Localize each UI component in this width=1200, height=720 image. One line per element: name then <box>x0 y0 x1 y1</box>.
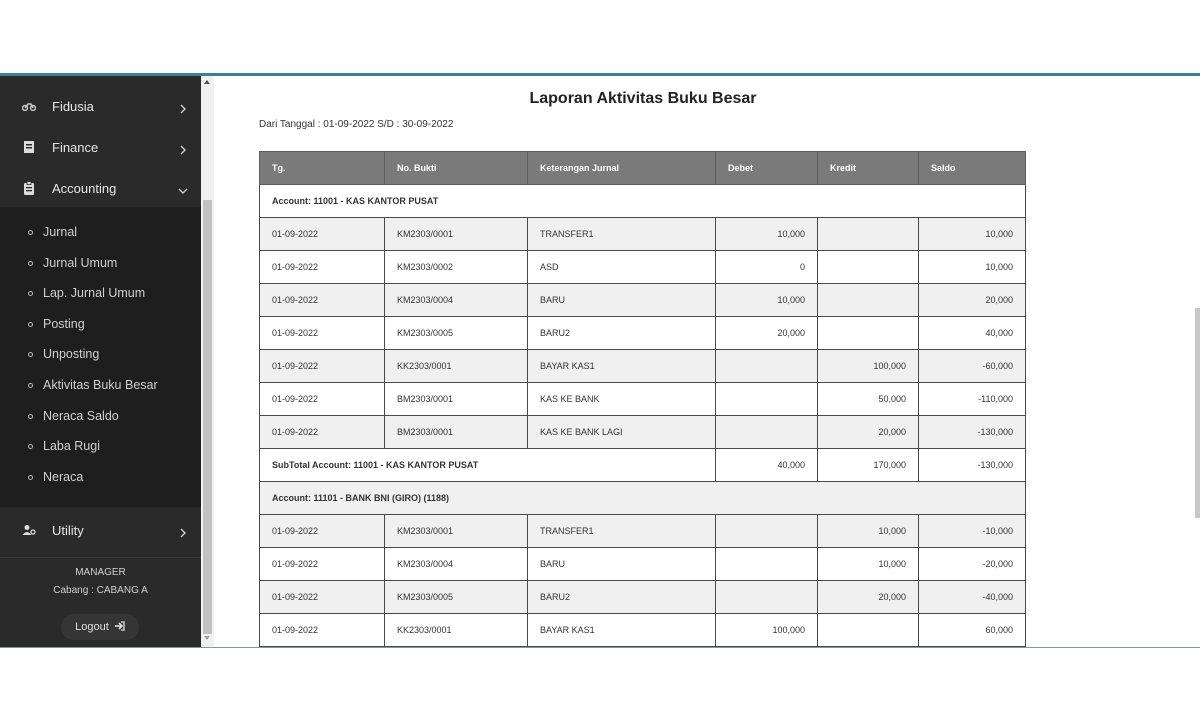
user-role: MANAGER <box>75 567 126 578</box>
voucher-cell: BM2303/0001 <box>385 416 528 449</box>
balance-cell: 40,000 <box>919 317 1026 350</box>
column-header: Keterangan Jurnal <box>528 152 716 185</box>
scroll-down-arrow-icon[interactable] <box>204 636 210 640</box>
page-scrollbar-thumb[interactable] <box>1195 308 1200 518</box>
subtotal-row <box>260 449 1026 482</box>
debit-cell: 100,000 <box>716 614 818 647</box>
sidebar-divider <box>0 557 201 558</box>
debit-cell <box>716 581 818 614</box>
sidebar-item-posting[interactable] <box>0 309 201 339</box>
voucher-cell: BM2303/0001 <box>385 383 528 416</box>
description-cell: BARU <box>528 284 716 317</box>
date-cell: 01-09-2022 <box>260 515 385 548</box>
date-cell: 01-09-2022 <box>260 416 385 449</box>
date-cell: 01-09-2022 <box>260 251 385 284</box>
table-row <box>260 416 1026 449</box>
sign-out-icon <box>114 621 125 634</box>
menu-item-finance[interactable] <box>0 127 201 167</box>
credit-cell: 100,000 <box>818 350 919 383</box>
top-accent-line <box>0 73 1200 76</box>
bottom-border-line <box>0 647 1200 648</box>
sidebar-scrollbar-thumb[interactable] <box>203 200 212 634</box>
credit-cell <box>818 284 919 317</box>
debit-cell: 10,000 <box>716 284 818 317</box>
table-header-row <box>260 152 1026 185</box>
logout-button[interactable] <box>61 614 139 640</box>
sidebar-item-label: Posting <box>43 317 85 331</box>
chevron-down-icon <box>178 183 188 193</box>
balance-cell: 10,000 <box>919 251 1026 284</box>
table-row <box>260 614 1026 647</box>
balance-cell: -20,000 <box>919 548 1026 581</box>
sidebar-item-neraca-saldo[interactable] <box>0 401 201 431</box>
sidebar-item-label: Laba Rugi <box>43 439 100 453</box>
table-row <box>260 515 1026 548</box>
credit-cell: 10,000 <box>818 515 919 548</box>
description-cell: ASD <box>528 251 716 284</box>
description-cell: BAYAR KAS1 <box>528 614 716 647</box>
bullet-icon <box>28 291 33 296</box>
voucher-cell: KM2303/0004 <box>385 548 528 581</box>
accounting-submenu <box>0 207 201 507</box>
menu-label: Utility <box>52 522 84 538</box>
bullet-icon <box>28 230 33 235</box>
subtotal-kredit: 170,000 <box>818 449 919 482</box>
debit-cell: 20,000 <box>716 317 818 350</box>
debit-cell <box>716 383 818 416</box>
debit-cell <box>716 350 818 383</box>
ledger-table <box>259 151 1026 647</box>
credit-cell <box>818 317 919 350</box>
balance-cell: 60,000 <box>919 614 1026 647</box>
app-frame <box>0 73 1200 648</box>
credit-cell: 50,000 <box>818 383 919 416</box>
chevron-right-icon <box>178 101 188 111</box>
logout-label: Logout <box>75 621 109 633</box>
account-group-row <box>260 185 1026 218</box>
table-row <box>260 581 1026 614</box>
date-cell: 01-09-2022 <box>260 284 385 317</box>
clipboard-icon <box>22 181 36 195</box>
sidebar-item-neraca[interactable] <box>0 462 201 492</box>
column-header: Kredit <box>818 152 919 185</box>
credit-cell <box>818 614 919 647</box>
column-header: Tg. <box>260 152 385 185</box>
table-row <box>260 284 1026 317</box>
debit-cell <box>716 416 818 449</box>
debit-cell <box>716 515 818 548</box>
sidebar-item-laba-rugi[interactable] <box>0 431 201 461</box>
bullet-icon <box>28 383 33 388</box>
bullet-icon <box>28 475 33 480</box>
user-branch: Cabang : CABANG A <box>53 585 148 596</box>
sidebar-item-label: Jurnal <box>43 225 78 239</box>
sidebar-item-jurnal-umum[interactable] <box>0 248 201 278</box>
credit-cell <box>818 218 919 251</box>
menu-item-accounting[interactable] <box>0 168 201 208</box>
date-cell: 01-09-2022 <box>260 383 385 416</box>
description-cell: BAYAR KAS1 <box>528 350 716 383</box>
description-cell: TRANSFER1 <box>528 515 716 548</box>
report-period: Dari Tanggal : 01-09-2022 S/D : 30-09-2022 <box>259 119 454 130</box>
credit-cell: 20,000 <box>818 416 919 449</box>
users-cog-icon <box>22 523 36 537</box>
table-row <box>260 317 1026 350</box>
table-row <box>260 218 1026 251</box>
scroll-up-arrow-icon[interactable] <box>204 80 210 84</box>
balance-cell: -110,000 <box>919 383 1026 416</box>
ledger-icon <box>22 140 36 154</box>
motorcycle-icon <box>22 99 36 113</box>
table-row <box>260 383 1026 416</box>
date-cell: 01-09-2022 <box>260 548 385 581</box>
chevron-right-icon <box>178 142 188 152</box>
bullet-icon <box>28 414 33 419</box>
debit-cell: 0 <box>716 251 818 284</box>
subtotal-saldo: -130,000 <box>919 449 1026 482</box>
credit-cell <box>818 251 919 284</box>
credit-cell: 20,000 <box>818 581 919 614</box>
menu-item-fidusia[interactable] <box>0 86 201 126</box>
sidebar-item-label: Neraca <box>43 470 84 484</box>
account-name: Account: 11001 - KAS KANTOR PUSAT <box>260 185 1026 218</box>
sidebar-item-unposting[interactable] <box>0 339 201 369</box>
voucher-cell: KM2303/0004 <box>385 284 528 317</box>
sidebar-item-jurnal[interactable] <box>0 217 201 247</box>
voucher-cell: KK2303/0001 <box>385 350 528 383</box>
sidebar-item-label: Jurnal Umum <box>43 256 118 270</box>
bullet-icon <box>28 261 33 266</box>
table-row <box>260 251 1026 284</box>
description-cell: KAS KE BANK <box>528 383 716 416</box>
subtotal-debet: 40,000 <box>716 449 818 482</box>
bullet-icon <box>28 444 33 449</box>
sidebar-item-label: Aktivitas Buku Besar <box>43 378 158 392</box>
sidebar <box>0 76 201 648</box>
column-header: No. Bukti <box>385 152 528 185</box>
report-title: Laporan Aktivitas Buku Besar <box>529 90 757 107</box>
bullet-icon <box>28 322 33 327</box>
balance-cell: 10,000 <box>919 218 1026 251</box>
description-cell: BARU2 <box>528 581 716 614</box>
date-cell: 01-09-2022 <box>260 581 385 614</box>
table-row <box>260 350 1026 383</box>
table-row <box>260 548 1026 581</box>
sidebar-item-label: Neraca Saldo <box>43 409 119 423</box>
voucher-cell: KM2303/0002 <box>385 251 528 284</box>
description-cell: BARU2 <box>528 317 716 350</box>
bullet-icon <box>28 352 33 357</box>
balance-cell: -60,000 <box>919 350 1026 383</box>
sidebar-item-label: Lap. Jurnal Umum <box>43 286 146 300</box>
sidebar-item-lap-jurnal-umum[interactable] <box>0 278 201 308</box>
subtotal-label: SubTotal Account: 11001 - KAS KANTOR PUSAT <box>260 449 716 482</box>
ledger-body <box>260 185 1026 647</box>
voucher-cell: KM2303/0001 <box>385 515 528 548</box>
date-cell: 01-09-2022 <box>260 218 385 251</box>
debit-cell: 10,000 <box>716 218 818 251</box>
menu-label: Accounting <box>52 180 117 196</box>
voucher-cell: KM2303/0005 <box>385 317 528 350</box>
credit-cell: 10,000 <box>818 548 919 581</box>
menu-label: Fidusia <box>52 98 94 114</box>
date-cell: 01-09-2022 <box>260 350 385 383</box>
voucher-cell: KM2303/0005 <box>385 581 528 614</box>
description-cell: TRANSFER1 <box>528 218 716 251</box>
menu-label: Finance <box>52 139 99 155</box>
account-group-row <box>260 482 1026 515</box>
voucher-cell: KM2303/0001 <box>385 218 528 251</box>
balance-cell: -10,000 <box>919 515 1026 548</box>
sidebar-item-aktivitas-buku-besar[interactable] <box>0 370 201 400</box>
sidebar-item-label: Unposting <box>43 347 100 361</box>
menu-item-utility[interactable] <box>0 510 201 550</box>
debit-cell <box>716 548 818 581</box>
date-cell: 01-09-2022 <box>260 317 385 350</box>
voucher-cell: KK2303/0001 <box>385 614 528 647</box>
column-header: Saldo <box>919 152 1026 185</box>
balance-cell: 20,000 <box>919 284 1026 317</box>
balance-cell: -130,000 <box>919 416 1026 449</box>
description-cell: BARU <box>528 548 716 581</box>
account-name: Account: 11101 - BANK BNI (GIRO) (1188) <box>260 482 1026 515</box>
chevron-right-icon <box>178 525 188 535</box>
date-cell: 01-09-2022 <box>260 614 385 647</box>
balance-cell: -40,000 <box>919 581 1026 614</box>
column-header: Debet <box>716 152 818 185</box>
description-cell: KAS KE BANK LAGI <box>528 416 716 449</box>
